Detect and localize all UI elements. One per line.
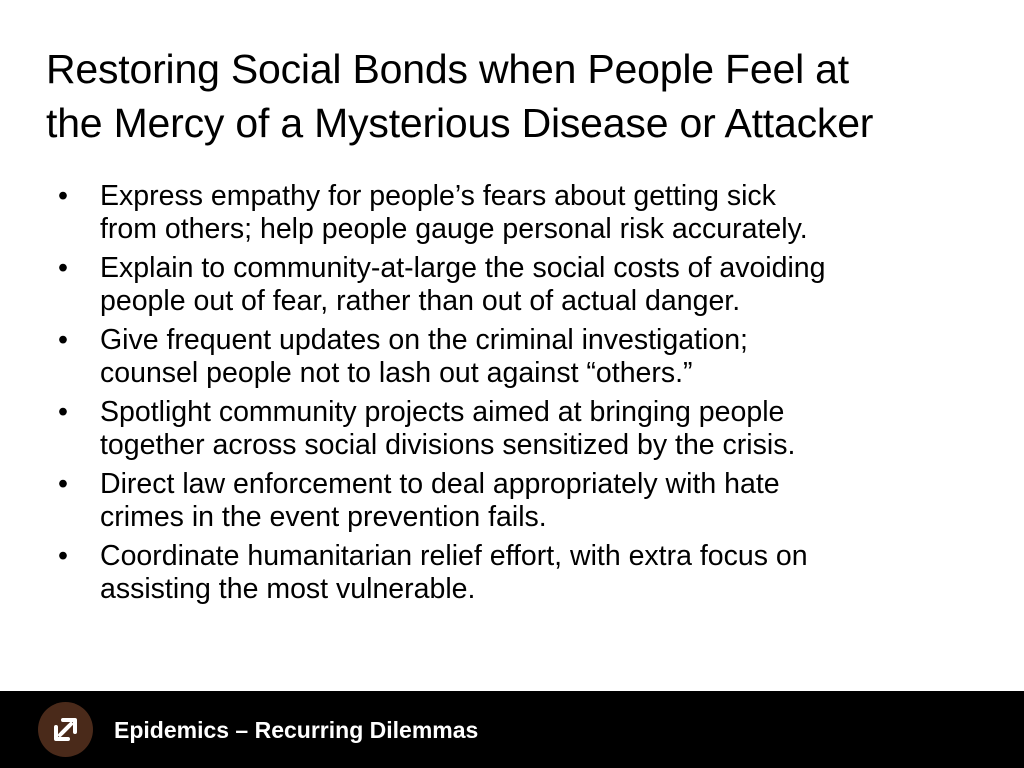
bullet-item	[58, 396, 988, 462]
bullet-dot: •	[58, 540, 68, 572]
title-line: the Mercy of a Mysterious Disease or Attacker	[46, 100, 874, 146]
bullet-list	[58, 180, 988, 612]
footer-title: Epidemics – Recurring Dilemmas	[114, 717, 479, 743]
bullet-text-line: Direct law enforcement to deal appropriately with hate	[100, 468, 780, 500]
slide-title	[46, 42, 1006, 150]
bullet-dot: •	[58, 180, 68, 212]
bullet-item	[58, 468, 988, 534]
title-line: Restoring Social Bonds when People Feel at	[46, 46, 849, 92]
bullet-text-line: Give frequent updates on the criminal investigation;	[100, 324, 748, 356]
bullet-text-line: counsel people not to lash out against “others.”	[100, 357, 693, 389]
bullet-dot: •	[58, 468, 68, 500]
bullet-text-line: crimes in the event prevention fails.	[100, 501, 547, 533]
bullet-item	[58, 324, 988, 390]
expand-arrows-icon[interactable]	[38, 702, 93, 757]
bullet-text-line: Express empathy for people’s fears about getting sick	[100, 180, 776, 212]
bullet-dot: •	[58, 396, 68, 428]
bullet-text-line: together across social divisions sensitized by the crisis.	[100, 429, 796, 461]
bullet-item	[58, 180, 988, 246]
bullet-dot: •	[58, 324, 68, 356]
expand-arrows-icon-graphic	[38, 702, 93, 757]
bullet-text-line: Spotlight community projects aimed at bringing people	[100, 396, 785, 428]
bullet-item	[58, 540, 988, 606]
bullet-text-line: people out of fear, rather than out of actual danger.	[100, 285, 741, 317]
bullet-text-line: Coordinate humanitarian relief effort, with extra focus on	[100, 540, 808, 572]
footer-bar	[0, 691, 1024, 768]
bullet-dot: •	[58, 252, 68, 284]
bullet-text-line: from others; help people gauge personal risk accurately.	[100, 213, 808, 245]
bullet-text-line: Explain to community-at-large the social costs of avoiding	[100, 252, 826, 284]
bullet-text-line: assisting the most vulnerable.	[100, 573, 476, 605]
bullet-item	[58, 252, 988, 318]
